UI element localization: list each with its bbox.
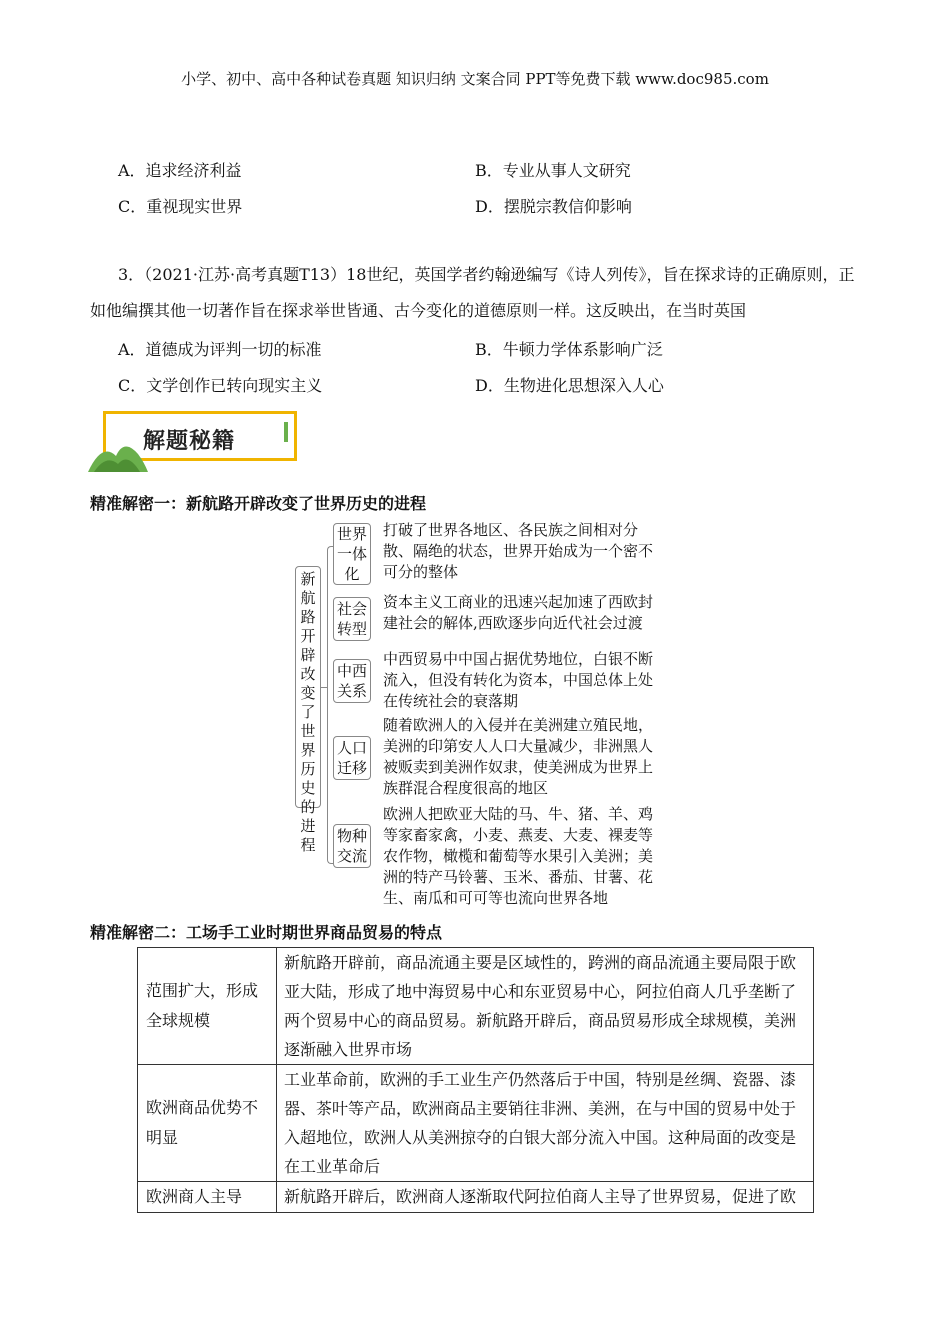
branch-label-sino-west: 中西关系 (333, 659, 371, 703)
secret1-title: 精准解密一：新航路开辟改变了世界历史的进程 (90, 494, 427, 513)
root-label: 新航路开辟改变了世界历史的进程 (300, 570, 316, 854)
secret2-title: 精准解密二：工场手工业时期世界商品贸易的特点 (90, 923, 443, 942)
branch-bracket (327, 546, 333, 864)
banner-title: 解题秘籍 (143, 429, 236, 454)
q2-option-c: C．重视现实世界 (118, 197, 243, 216)
q3-option-c: C．文学创作已转向现实主义 (118, 376, 323, 395)
mind-map-root (295, 566, 321, 854)
section-banner (88, 411, 298, 471)
branch-label-world-integration: 世界一体化 (333, 523, 371, 585)
branch-text-world-integration: 打破了世界各地区、各民族之间相对分散、隔绝的状态，世界开始成为一个密不可分的整体 (383, 521, 654, 581)
q3-stem: 3．（2021·江苏·高考真题T13）18世纪，英国学者约翰逊编写《诗人列传》，旨在探求诗的正确原则，正如他编撰其他一切著作旨在探求举世皆通、古今变化的道德原则一样。这反映出，在当时英国 (90, 265, 855, 320)
row-head: 欧洲商品优势不明显 (138, 1065, 277, 1182)
q3-option-b: B．牛顿力学体系影响广泛 (475, 340, 663, 359)
q3-option-a: A．道德成为评判一切的标准 (118, 340, 322, 359)
q2-option-b: B．专业从事人文研究 (475, 161, 631, 180)
branch-label-migration: 人口迁移 (333, 736, 371, 780)
branch-label-social-transform: 社会转型 (333, 597, 371, 641)
branch-label-species: 物种交流 (333, 824, 371, 868)
table-row (138, 1182, 814, 1213)
q2-option-a: A．追求经济利益 (118, 161, 242, 180)
row-content: 工业革命前，欧洲的手工业生产仍然落后于中国，特别是丝绸、瓷器、漆器、茶叶等产品，欧洲商品主要销往非洲、美洲，在与中国的贸易中处于入超地位，欧洲人从美洲掠夺的白银大部分流入中国。这种局面的改变是在工业革命后 (277, 1065, 814, 1182)
trade-features-table (137, 947, 814, 1213)
table-row (138, 948, 814, 1065)
branch-text-species: 欧洲人把欧亚大陆的马、牛、猪、羊、鸡等家畜家禽，小麦、燕麦、大麦、裸麦等农作物，橄榄和葡萄等水果引入美洲；美洲的特产马铃薯、玉米、番茄、甘薯、花生、南瓜和可可等也流向世界各地 (383, 805, 654, 907)
mind-map (295, 518, 655, 908)
branch-text-sino-west: 中西贸易中中国占据优势地位，白银不断流入，但没有转化为资本，中国总体上处在传统社会的衰落期 (383, 650, 654, 710)
table-row (138, 1065, 814, 1182)
row-head: 范围扩大，形成全球规模 (138, 948, 277, 1065)
q2-option-d: D．摆脱宗教信仰影响 (475, 197, 632, 216)
q3-option-d: D．生物进化思想深入人心 (475, 376, 664, 395)
banner-accent-bar (284, 422, 288, 442)
row-content: 新航路开辟前，商品流通主要是区域性的，跨洲的商品流通主要局限于欧亚大陆，形成了地中海贸易中心和东亚贸易中心，阿拉伯商人几乎垄断了两个贸易中心的商品贸易。新航路开辟后，商品贸易形成全球规模，美洲逐渐融入世界市场 (277, 948, 814, 1065)
row-content: 新航路开辟后，欧洲商人逐渐取代阿拉伯商人主导了世界贸易，促进了欧 (277, 1182, 814, 1213)
row-head: 欧洲商人主导 (138, 1182, 277, 1213)
branch-text-social-transform: 资本主义工商业的迅速兴起加速了西欧封建社会的解体,西欧逐步向近代社会过渡 (383, 593, 654, 632)
hills-icon (88, 436, 148, 472)
page-header: 小学、初中、高中各种试卷真题 知识归纳 文案合同 PPT等免费下载 www.doc985.com (181, 70, 769, 88)
branch-text-migration: 随着欧洲人的入侵并在美洲建立殖民地，美洲的印第安人人口大量减少，非洲黑人被贩卖到美洲作奴隶，使美洲成为世界上族群混合程度很高的地区 (383, 716, 654, 797)
